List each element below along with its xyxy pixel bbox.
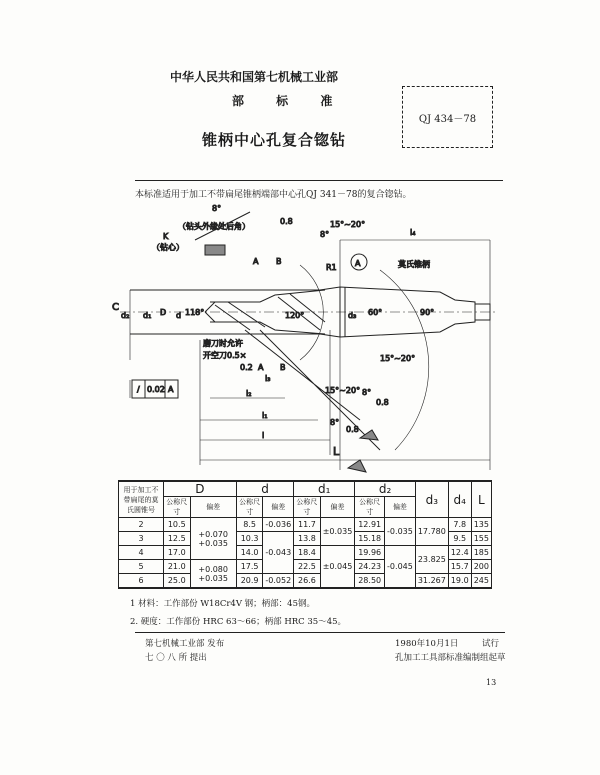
table-row bbox=[119, 518, 492, 532]
label-l1: l₁ bbox=[262, 411, 268, 420]
label-l4: l₄ bbox=[410, 228, 416, 237]
label-15-20-c: 15°~20° bbox=[325, 386, 361, 395]
label-core: （钻心） bbox=[152, 243, 184, 252]
cell: -0.043 bbox=[263, 532, 294, 574]
cell: 21.0 bbox=[164, 560, 191, 574]
label-grind-note-3: 0.2 bbox=[240, 363, 253, 372]
label-K: K bbox=[163, 232, 169, 241]
cell: 200 bbox=[471, 560, 491, 574]
tolerance-value: 0.02 bbox=[147, 385, 165, 394]
cell: 4 bbox=[119, 546, 164, 560]
label-90: 90° bbox=[420, 308, 435, 317]
cell: 14.0 bbox=[236, 546, 263, 560]
document-title: 锥柄中心孔复合锪钻 bbox=[202, 131, 347, 149]
cell: 6 bbox=[119, 574, 164, 589]
cell: -0.035 bbox=[385, 518, 416, 546]
label-d3: d₃ bbox=[348, 311, 357, 320]
cell: 245 bbox=[471, 574, 491, 589]
label-0-8-c: 0.8 bbox=[346, 425, 359, 434]
label-0-8-b: 0.8 bbox=[376, 398, 389, 407]
cell: 12.91 bbox=[355, 518, 385, 532]
cell: 17.5 bbox=[236, 560, 263, 574]
sub-deviation: 偏差 bbox=[263, 497, 294, 518]
cell: +0.070 +0.035 bbox=[190, 518, 236, 560]
cell: 12.4 bbox=[448, 546, 471, 560]
cell: 18.4 bbox=[294, 546, 321, 560]
cell: 7.8 bbox=[448, 518, 471, 532]
effective-date: 1980年10月1日 bbox=[395, 639, 459, 649]
label-grind-note-1: 磨刀时允许 bbox=[203, 339, 243, 348]
note-material: 1 材料：工作部份 W18Cr4V 钢；柄部：45钢。 bbox=[130, 599, 315, 609]
cell: ±0.035 bbox=[320, 518, 355, 546]
label-0-8: 0.8 bbox=[280, 217, 293, 226]
cell: 8.5 bbox=[236, 518, 263, 532]
cell: 24.23 bbox=[355, 560, 385, 574]
scope-text: 本标准适用于加工不带扁尾锥柄端部中心孔QJ 341－78的复合锪钻。 bbox=[135, 190, 412, 200]
label-C: C bbox=[112, 302, 119, 313]
label-15-20-b: 15°~20° bbox=[380, 354, 416, 363]
col-L: L bbox=[471, 481, 491, 518]
label-8-c: 8° bbox=[362, 388, 372, 397]
label-d2: d₂ bbox=[121, 311, 130, 320]
standard-code: QJ 434－78 bbox=[418, 113, 477, 125]
cell: 28.50 bbox=[355, 574, 385, 589]
label-l: l bbox=[262, 431, 265, 440]
label-datum-A: A bbox=[355, 259, 361, 268]
label-section-A: A bbox=[253, 257, 259, 266]
col-d3: d₃ bbox=[415, 481, 448, 518]
label-d: d bbox=[176, 311, 182, 320]
label-R1: R1 bbox=[326, 263, 337, 272]
ministry-heading: 中华人民共和国第七机械工业部 bbox=[170, 70, 339, 84]
note-hardness: 2. 硬度：工作部份 HRC 63～66；柄部 HRC 35～45。 bbox=[130, 617, 347, 627]
sub-nominal: 公称尺寸 bbox=[294, 497, 321, 518]
col-d4: d₄ bbox=[448, 481, 471, 518]
trial-status: 试行 bbox=[482, 639, 500, 649]
label-l3: l₃ bbox=[265, 374, 271, 383]
label-8: 8° bbox=[320, 230, 330, 239]
cell: 31.267 bbox=[415, 574, 448, 589]
col-d: d bbox=[236, 481, 293, 497]
page-number: 13 bbox=[486, 678, 497, 687]
cell: 185 bbox=[471, 546, 491, 560]
label-l2: l₂ bbox=[246, 389, 252, 398]
cell: 17.780 bbox=[415, 518, 448, 546]
cell: 10.5 bbox=[164, 518, 191, 532]
label-120: 120° bbox=[285, 311, 305, 320]
table-row bbox=[119, 574, 492, 589]
label-15-20: 15°~20° bbox=[330, 220, 366, 229]
drafter: 孔加工工具部标准编制组起草 bbox=[395, 653, 506, 663]
cell: ±0.045 bbox=[320, 546, 355, 589]
cell: -0.036 bbox=[263, 518, 294, 532]
sub-deviation: 偏差 bbox=[320, 497, 355, 518]
cell: 10.3 bbox=[236, 532, 263, 546]
cell: -0.045 bbox=[385, 546, 416, 589]
label-grind-note-2: 开空刀0.5× bbox=[203, 351, 247, 360]
tolerance-symbol: / bbox=[137, 385, 140, 394]
cell: 26.6 bbox=[294, 574, 321, 589]
label-118: 118° bbox=[185, 308, 205, 317]
sub-deviation: 偏差 bbox=[385, 497, 416, 518]
cell: 11.7 bbox=[294, 518, 321, 532]
col-morse-no: 用于加工不带扁尾的莫氏圆锥号 bbox=[119, 481, 164, 518]
cell: -0.052 bbox=[263, 574, 294, 589]
sub-deviation: 偏差 bbox=[190, 497, 236, 518]
cell: +0.080 +0.035 bbox=[190, 560, 236, 589]
cell: 25.0 bbox=[164, 574, 191, 589]
cell: 9.5 bbox=[448, 532, 471, 546]
cell: 13.8 bbox=[294, 532, 321, 546]
table-row bbox=[119, 546, 492, 560]
label-section-B-2: B bbox=[280, 363, 286, 372]
col-d1: d₁ bbox=[294, 481, 355, 497]
cell: 19.0 bbox=[448, 574, 471, 589]
cell: 2 bbox=[119, 518, 164, 532]
sub-nominal: 公称尺寸 bbox=[355, 497, 385, 518]
cell: 19.96 bbox=[355, 546, 385, 560]
cell: 17.0 bbox=[164, 546, 191, 560]
cell: 5 bbox=[119, 560, 164, 574]
cell: 12.5 bbox=[164, 532, 191, 546]
sub-nominal: 公称尺寸 bbox=[164, 497, 191, 518]
cell: 155 bbox=[471, 532, 491, 546]
col-d2: d₂ bbox=[355, 481, 416, 497]
label-8-d: 8° bbox=[330, 418, 340, 427]
dimension-table bbox=[118, 480, 492, 589]
label-outer-edge-clearance: （钻头外缘处后角） bbox=[178, 222, 250, 231]
label-section-B: B bbox=[276, 257, 282, 266]
cell: 20.9 bbox=[236, 574, 263, 589]
sub-nominal: 公称尺寸 bbox=[236, 497, 263, 518]
label-morse-shank: 莫氏锥柄 bbox=[398, 260, 430, 269]
standard-category: 部 标 准 bbox=[232, 94, 347, 108]
col-D: D bbox=[164, 481, 237, 497]
cell: 3 bbox=[119, 532, 164, 546]
label-L: L bbox=[333, 445, 340, 458]
issuer: 第七机械工业部 发布 bbox=[145, 639, 225, 649]
label-angle-8: 8° bbox=[212, 204, 222, 213]
label-60: 60° bbox=[368, 308, 383, 317]
proposer: 七 〇 八 所 提出 bbox=[145, 653, 207, 663]
label-D: D bbox=[160, 308, 167, 317]
cell: 22.5 bbox=[294, 560, 321, 574]
tolerance-datum: A bbox=[168, 385, 174, 394]
label-d1: d₁ bbox=[143, 311, 152, 320]
cell: 23.825 bbox=[415, 546, 448, 574]
label-section-A-2: A bbox=[258, 363, 264, 372]
cell: 15.18 bbox=[355, 532, 385, 546]
footer-divider bbox=[135, 632, 505, 633]
cell: 135 bbox=[471, 518, 491, 532]
cell: 15.7 bbox=[448, 560, 471, 574]
